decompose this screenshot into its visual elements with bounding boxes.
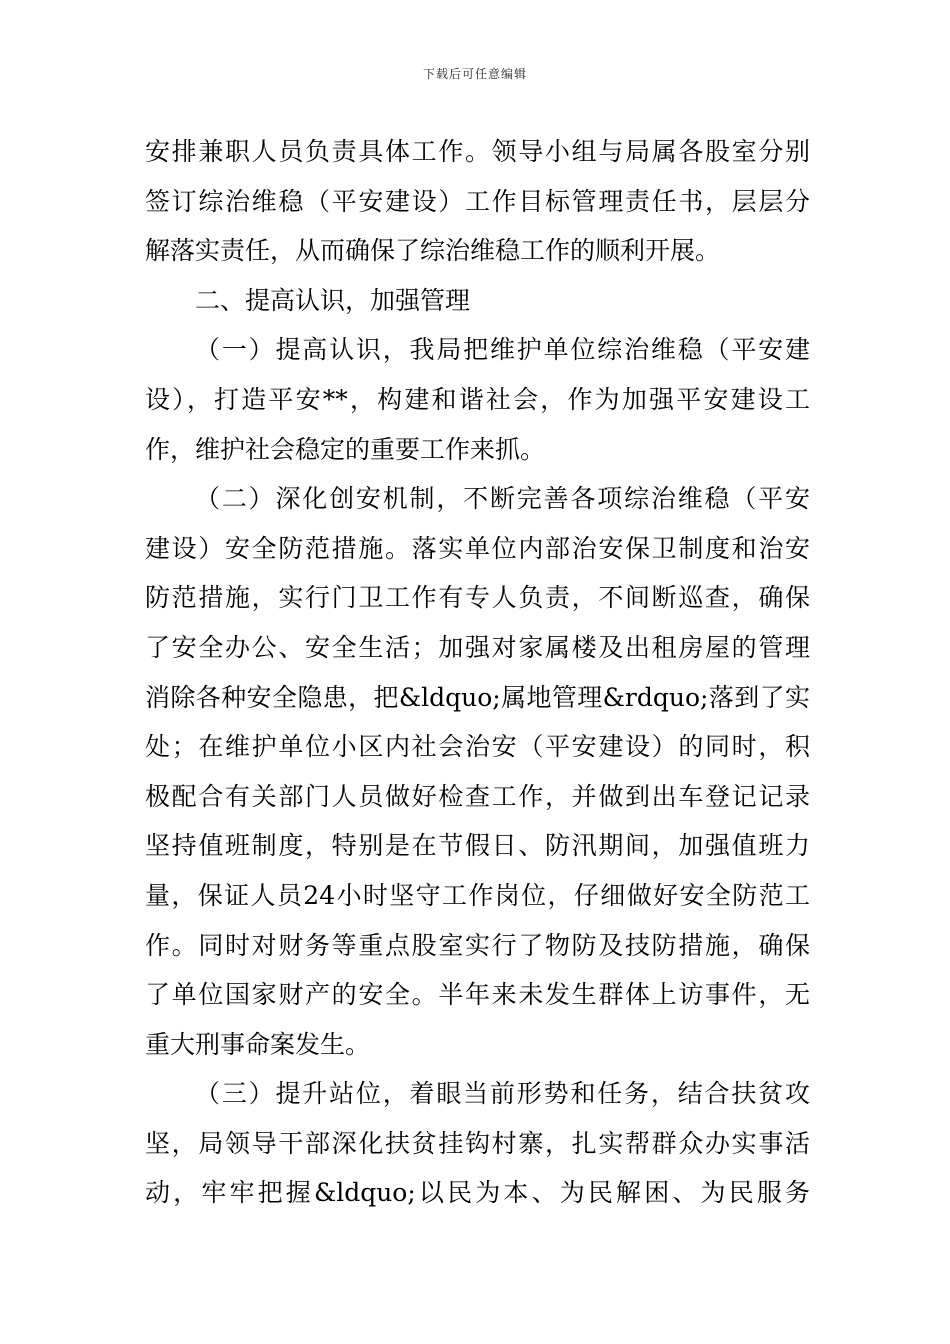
paragraph-line: 重大刑事命案发生。 [145,1029,371,1059]
paragraph-line: 建设）安全防范措施。落实单位内部治安保卫制度和治安 [145,533,810,563]
paragraph-line: （二）深化创安机制，不断完善各项综治维稳（平安 [195,484,810,514]
paragraph-line: 动，牢牢把握&ldquo;以民为本、为民解困、为民服务 [145,1178,810,1208]
paragraph-line: 极配合有关部门人员做好检查工作，并做到出车登记记录 [145,781,810,811]
paragraph-line: 安排兼职人员负责具体工作。领导小组与局属各股室分别 [145,137,810,166]
paragraph-line: 设），打造平安**，构建和谐社会，作为加强平安建设工 [145,384,810,414]
paragraph-line: 坚持值班制度，特别是在节假日、防汛期间，加强值班力 [145,831,810,861]
paragraph-line: 量，保证人员24小时坚守工作岗位，仔细做好安全防范工 [145,880,810,910]
paragraph-line: 防范措施，实行门卫工作有专人负责，不间断巡查，确保 [145,583,810,613]
paragraph-line: 作，维护社会稳定的重要工作来抓。 [145,434,546,464]
paragraph-line: （三）提升站位，着眼当前形势和任务，结合扶贫攻 [195,1079,810,1109]
paragraph-line: 解落实责任，从而确保了综治维稳工作的顺利开展。 [145,236,721,266]
section-heading: 二、提高认识，加强管理 [195,285,471,315]
paragraph-line: 坚，局领导干部深化扶贫挂钩村寨，扎实帮群众办实事活 [145,1128,810,1158]
page-header: 下载后可任意编辑 [422,67,527,81]
document-body [145,127,810,1218]
paragraph-line: 签订综治维稳（平安建设）工作目标管理责任书，层层分 [145,186,810,216]
paragraph-line: 处；在维护单位小区内社会治安（平安建设）的同时，积 [145,732,810,762]
paragraph-line: 作。同时对财务等重点股室实行了物防及技防措施，确保 [145,930,810,960]
paragraph-line: 了单位国家财产的安全。半年来未发生群体上访事件，无 [145,980,810,1010]
paragraph-line: （一）提高认识，我局把维护单位综治维稳（平安建 [195,335,810,365]
paragraph-line: 消除各种安全隐患，把&ldquo;属地管理&rdquo;落到了实 [145,682,810,712]
paragraph-line: 了安全办公、安全生活；加强对家属楼及出租房屋的管理 [145,632,810,662]
